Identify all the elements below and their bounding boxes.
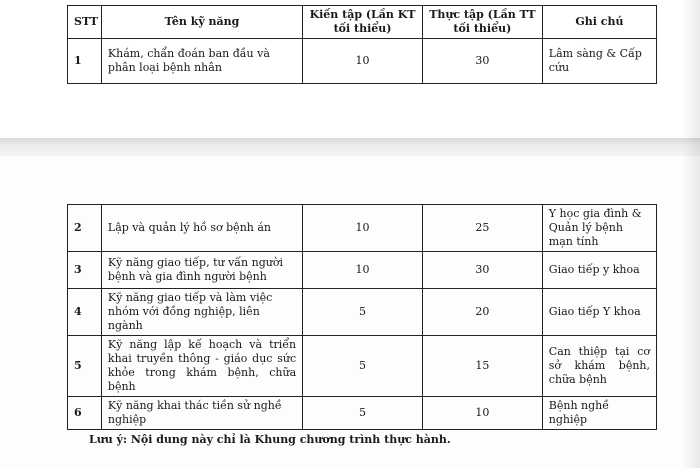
row-observation-count: 10	[303, 252, 423, 289]
row-note: Giao tiếp Y khoa	[542, 289, 656, 336]
row-observation-count: 10	[303, 205, 423, 252]
row-practice-count: 15	[422, 336, 542, 397]
header-skill-name: Tên kỹ năng	[101, 6, 302, 39]
row-observation-count: 5	[303, 289, 423, 336]
row-skill-name: Lập và quản lý hồ sơ bệnh án	[101, 205, 302, 252]
row-stt: 1	[68, 39, 102, 84]
row-practice-count: 10	[422, 397, 542, 430]
footnote: Lưu ý: Nội dung này chỉ là Khung chương trình thực hành.	[89, 433, 451, 446]
row-note: Lâm sàng & Cấp cứu	[542, 39, 656, 84]
table-row	[68, 397, 657, 430]
row-note: Giao tiếp y khoa	[542, 252, 656, 289]
row-stt: 6	[68, 397, 102, 430]
page-break	[0, 138, 700, 156]
row-practice-count: 30	[422, 252, 542, 289]
header-practice: Thực tập (Lần TT tối thiểu)	[422, 6, 542, 39]
page-edge-shadow	[682, 0, 700, 468]
row-observation-count: 5	[303, 336, 423, 397]
row-skill-name: Kỹ năng lập kế hoạch và triển khai truyền thông - giáo dục sức khỏe trong khám bệnh, chữa bệnh	[101, 336, 302, 397]
header-stt: STT	[68, 6, 102, 39]
row-practice-count: 30	[422, 39, 542, 84]
table-row	[68, 205, 657, 252]
skills-table-part-2	[67, 204, 657, 430]
skills-table-part-1	[67, 5, 657, 84]
row-stt: 3	[68, 252, 102, 289]
table-row	[68, 336, 657, 397]
table-row	[68, 39, 657, 84]
row-observation-count: 10	[303, 39, 423, 84]
row-practice-count: 20	[422, 289, 542, 336]
row-stt: 2	[68, 205, 102, 252]
row-stt: 5	[68, 336, 102, 397]
row-skill-name: Kỹ năng giao tiếp và làm việc nhóm với đồng nghiệp, liên ngành	[101, 289, 302, 336]
table-header-row	[68, 6, 657, 39]
row-note: Bệnh nghề nghiệp	[542, 397, 656, 430]
row-note: Y học gia đình & Quản lý bệnh mạn tính	[542, 205, 656, 252]
row-skill-name: Kỹ năng khai thác tiền sử nghề nghiệp	[101, 397, 302, 430]
row-skill-name: Khám, chẩn đoán ban đầu và phân loại bệnh nhân	[101, 39, 302, 84]
header-note: Ghi chú	[542, 6, 656, 39]
row-stt: 4	[68, 289, 102, 336]
header-observation: Kiến tập (Lần KT tối thiểu)	[303, 6, 423, 39]
row-observation-count: 5	[303, 397, 423, 430]
table-row	[68, 289, 657, 336]
row-skill-name: Kỹ năng giao tiếp, tư vấn người bệnh và gia đình người bệnh	[101, 252, 302, 289]
row-note: Can thiệp tại cơ sở khám bệnh, chữa bệnh	[542, 336, 656, 397]
table-row	[68, 252, 657, 289]
row-practice-count: 25	[422, 205, 542, 252]
